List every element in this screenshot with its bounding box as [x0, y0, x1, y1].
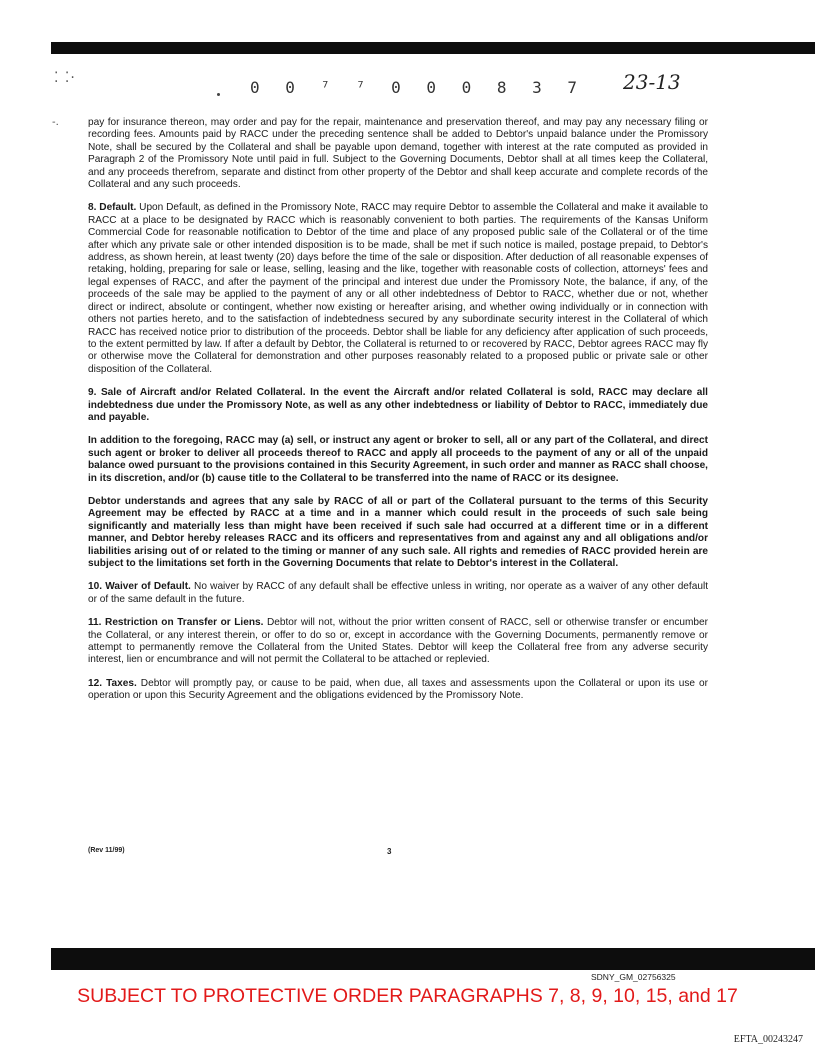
scan-dot: [217, 93, 220, 96]
paragraph-8-heading: 8. Default.: [88, 202, 137, 214]
paragraph-11-heading: 11. Restriction on Transfer or Liens.: [88, 617, 264, 629]
paragraph-9-sale: 9. Sale of Aircraft and/or Related Collateral. In the event the Aircraft and/or related Collateral is sold, RACC may declare all indebtedness due under the Promissory Note, as well as any other indebtedness or liability of Debtor to RACC, immediately due and payable.: [88, 387, 708, 423]
protective-order-banner: SUBJECT TO PROTECTIVE ORDER PARAGRAPHS 7, 8, 9, 10, 15, and 17: [77, 985, 738, 1007]
paragraph-8-default: [88, 202, 708, 376]
paragraph-9-foregoing: In addition to the foregoing, RACC may (a) sell, or instruct any agent or broker to sell, all or any part of the Collateral, and direct such agent or broker to deliver all proceeds thereof to RACC and apply all proceeds to the payment of any or all of the unpaid balance owed pursuant to the provisions contained in this Security Agreement, in such order and manner as RACC shall choose, in its discretion, and/or (b) cause title to the Collateral to be transferred into the name of RACC or its designee.: [88, 435, 708, 484]
paragraph-11-restriction: [88, 617, 708, 667]
paragraph-10-body: No waiver by RACC of any default shall be effective unless in writing, nor operate as a waiver of any other default or of the same default in the future.: [88, 581, 708, 605]
paragraph-11-body: Debtor will not, without the prior written consent of RACC, sell or otherwise transfer or encumber the Collateral, or any interest therein, or offer to do so or, except in accordance with the Governing Documents, permanently remove or attempt to permanently remove the Collateral from the United States. Debtor will keep the Collateral free from any adverse security interest, lien or encumbrance and will not permit the Collateral to be attached or replevied.: [88, 617, 708, 666]
paragraph-continuation: pay for insurance thereon, may order and pay for the repair, maintenance and preservation thereof, and may pay any necessary filing or recording fees. Amounts paid by RACC under the preceding sentence shall be added to Debtor's unpaid balance under the Promissory Note, shall be secured by the Collateral and shall be payable upon demand, together with interest at the rate computed as provided in Paragraph 2 of the Promissory Note until paid in full. Subject to the Governing Documents, Debtor shall at all times keep the Collateral, and any proceeds therefrom, separate and distinct from other property of the Debtor and shall keep accurate and complete records of the Collateral and any such proceeds.: [88, 117, 708, 191]
scan-bottom-bar: [51, 948, 815, 970]
paragraph-8-body: Upon Default, as defined in the Promissory Note, RACC may require Debtor to assemble the Collateral and make it available to RACC at a place to be designated by RACC which is reasonably convenient to both parties. The requirements of the Kansas Uniform Commercial Code for reasonable notification to Debtor of the time and place of any proposed public sale of the Collateral or of the time after which any private sale or other intended disposition is to be made, shall be met if such notice is mailed, postage prepaid, to Debtor's address, as shown herein, at least twenty (20) days before the time of the sale or disposition. After deduction of all reasonable expenses of retaking, holding, preparing for sale or lease, selling, leasing and the like, together with reasonable costs of collection, attorneys' fees and legal expenses of RACC, and after the payment of the principal and interest due under the Promissory Note, the balance, if any, of the proceeds of the sale may be applied to the payment of any or all other indebtedness of Debtor to RACC, whether due or not, whether direct or indirect, absolute or contingent, whether now existing or hereafter arising, and whether owing individually or in connection with others not parties hereto, and to the satisfaction of indebtedness secured by any subordinate security interest in the Collateral of which RACC has received notice prior to distribution of the proceeds. Debtor shall be liable for any deficiency after application of such proceeds, to the extent permitted by law. If after a default by Debtor, the Collateral is returned to or recovered by RACC, Debtor agrees RACC may fly or otherwise move the Collateral for demonstration and other purposes reasonably related to a proposed public or private sale or other disposition of the Collateral.: [88, 202, 708, 375]
bates-number: 0 0 ⁷ ⁷ 0 0 0 8 3 7: [250, 78, 586, 97]
paragraph-9-understands: Debtor understands and agrees that any sale by RACC of all or part of the Collateral pursuant to the terms of this Security Agreement may be effected by RACC at a time and in a manner which could result in the proceeds of such sale being significantly and materially less than might have been received if such sale had occurred at a different time or in a different manner, and Debtor hereby releases RACC and its officers and representatives from and against any and all obligations and/or liabilities arising out of or related to the timing or manner of any such sale. All rights and remedies of RACC provided herein are subject to the limitations set forth in the Governing Documents that relate to Debtor's interest in the Collateral.: [88, 495, 708, 569]
paragraph-12-body: Debtor will promptly pay, or cause to be paid, when due, all taxes and assessments upon the Collateral or upon its use or operation or upon this Security Agreement and the obligations evidenced by the Promissory Note.: [88, 677, 708, 702]
revision-label: (Rev 11/99): [88, 847, 125, 854]
corner-scan-marks: ⁚ ⁚·: [54, 70, 76, 86]
paragraph-10-heading: 10. Waiver of Default.: [88, 581, 191, 593]
side-dash-mark: -.: [52, 117, 59, 128]
page-number: 3: [387, 847, 392, 856]
paragraph-12-taxes: [88, 678, 708, 703]
paragraph-12-heading: 12. Taxes.: [88, 677, 137, 689]
document-body: [88, 117, 708, 714]
scan-top-bar: [51, 42, 815, 54]
handwritten-note: 23-13: [623, 70, 681, 94]
paragraph-10-waiver: [88, 581, 708, 606]
sdny-bates-id: SDNY_GM_02756325: [591, 972, 676, 982]
efta-id: EFTA_00243247: [733, 1034, 803, 1045]
